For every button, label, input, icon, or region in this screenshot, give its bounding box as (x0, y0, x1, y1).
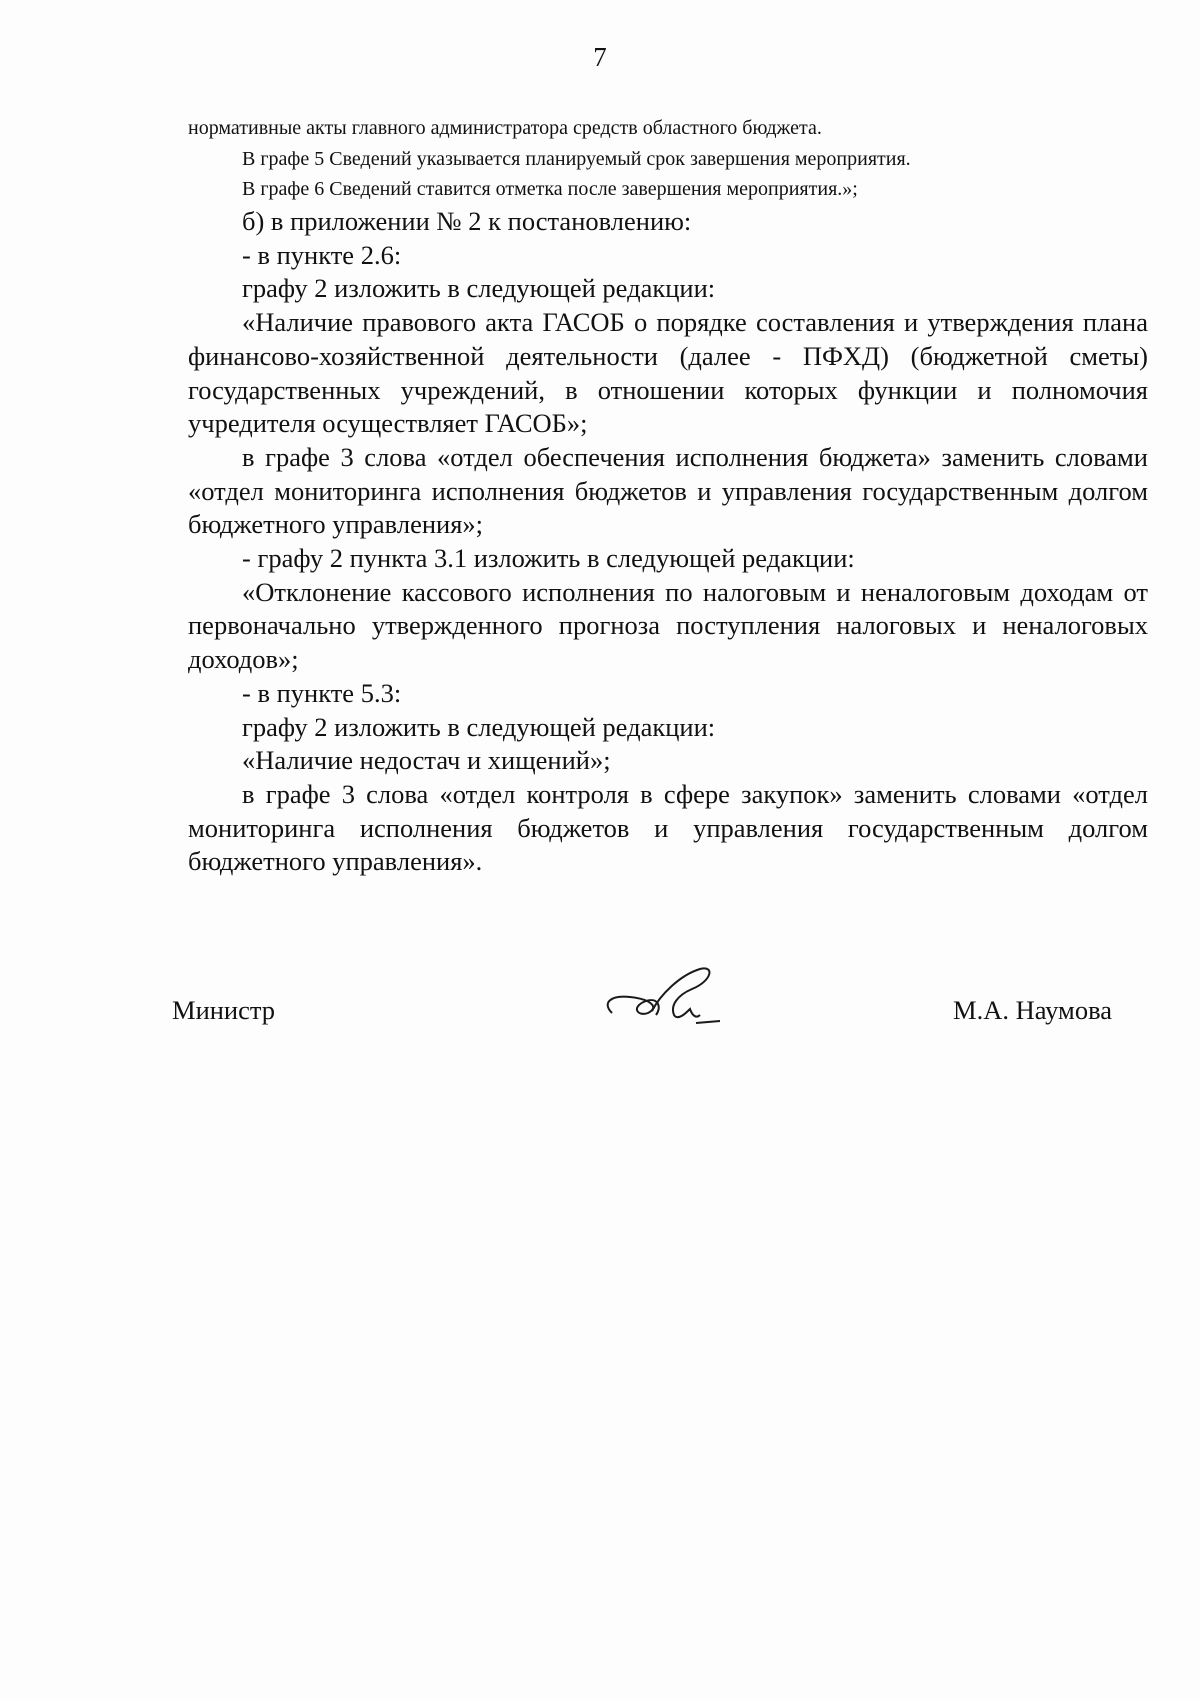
paragraph-column-2-edit-5-3: графу 2 изложить в следующей редакции: (242, 711, 716, 742)
paragraph-column-2-edit: графу 2 изложить в следующей редакции: (242, 273, 716, 304)
handwritten-signature (600, 955, 730, 1035)
paragraph-quote-deviation: «Отклонение кассового исполнения по налоговым и неналоговым доходам от первоначально утвержденного прогноза поступления налоговых и неналоговых доходов»; (188, 576, 1148, 675)
continuation-line: нормативные акты главного администратора средств областного бюджета. (188, 117, 822, 139)
paragraph-column-3-replace: в графе 3 слова «отдел обеспечения исполнения бюджета» заменить словами «отдел мониторинга исполнения бюджетов и управления государственным долгом бюджетного управления»; (188, 441, 1148, 540)
paragraph-appendix-2: б) в приложении № 2 к постановлению: (242, 206, 692, 236)
paragraph-item-2-6: - в пункте 2.6: (242, 239, 402, 270)
column-5-note: В графе 5 Сведений указывается планируемый срок завершения мероприятия. (242, 148, 911, 170)
column-6-note: В графе 6 Сведений ставится отметка после завершения мероприятия.»; (242, 178, 858, 200)
paragraph-column-3-replace-5-3: в графе 3 слова «отдел контроля в сфере закупок» заменить словами «отдел мониторинга исполнения бюджетов и управления государственным долгом бюджетного управления». (188, 778, 1148, 877)
page-number: 7 (593, 42, 607, 72)
signatory-name: М.А. Наумова (953, 995, 1112, 1025)
paragraph-item-5-3: - в пункте 5.3: (242, 677, 402, 708)
document-body (188, 205, 1148, 879)
paragraph-item-3-1: - графу 2 пункта 3.1 изложить в следующей редакции: (242, 543, 855, 574)
paragraph-quote-gasob: «Наличие правового акта ГАСОБ о порядке составления и утверждения плана финансово-хозяйственной деятельности (далее - ПФХД) (бюджетной сметы) государственных учреждений, в отношении которых функции и полномочия учредителя осуществляет ГАСОБ»; (188, 307, 1148, 439)
signatory-title: Министр (172, 995, 276, 1025)
paragraph-quote-shortages: «Наличие недостач и хищений»; (242, 745, 611, 776)
